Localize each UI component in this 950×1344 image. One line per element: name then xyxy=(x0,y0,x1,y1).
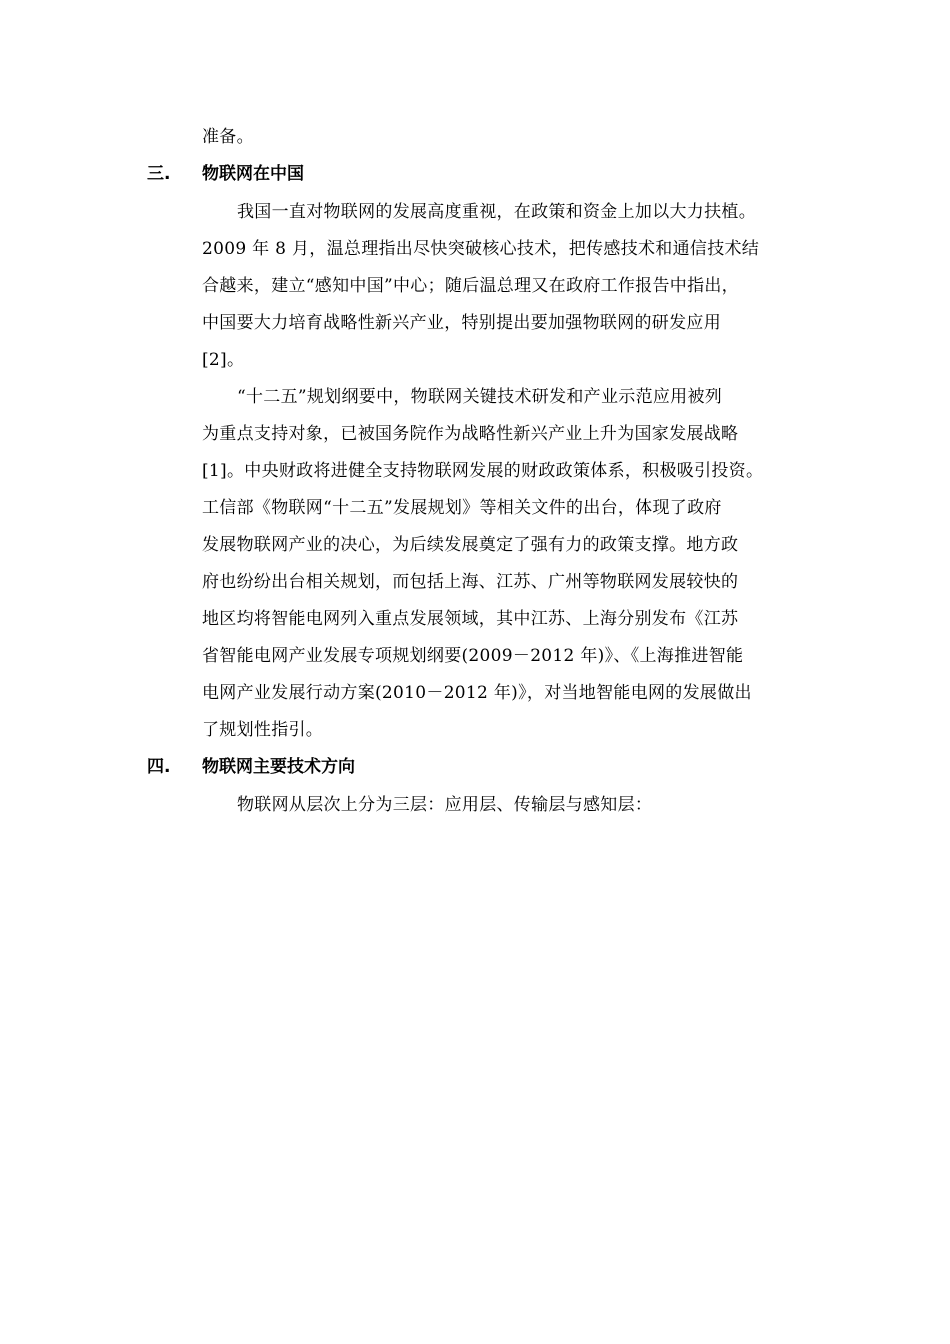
paragraph-line: 府也纷纷出台相关规划，而包括上海、江苏、广州等物联网发展较快的 xyxy=(202,572,739,592)
section-3-title: 物联网在中国 xyxy=(202,164,304,184)
paragraph-line: 2009 年 8 月，温总理指出尽快突破核心技术，把传感技术和通信技术结 xyxy=(202,239,760,259)
paragraph-line: 发展物联网产业的决心，为后续发展奠定了强有力的政策支撑。地方政 xyxy=(202,535,739,555)
paragraph-line: 电网产业发展行动方案(2010－2012 年)》，对当地智能电网的发展做出 xyxy=(202,683,752,703)
paragraph-line: 我国一直对物联网的发展高度重视，在政策和资金上加以大力扶植。 xyxy=(237,202,756,222)
paragraph-line: [1]。中央财政将进健全支持物联网发展的财政政策体系，积极吸引投资。 xyxy=(202,461,764,481)
paragraph-line: 中国要大力培育战略性新兴产业，特别提出要加强物联网的研发应用 xyxy=(202,313,721,333)
section-4-number: 四. xyxy=(147,757,171,777)
paragraph-line: 省智能电网产业发展专项规划纲要(2009－2012 年)》、《上海推进智能 xyxy=(202,646,744,666)
paragraph-line: “十二五”规划纲要中，物联网关键技术研发和产业示范应用被列 xyxy=(237,387,723,407)
paragraph-line: [2]。 xyxy=(202,350,245,370)
paragraph-line: 为重点支持对象，已被国务院作为战略性新兴产业上升为国家发展战略 xyxy=(202,424,739,444)
paragraph-line: 地区均将智能电网列入重点发展领域，其中江苏、上海分别发布《江苏 xyxy=(202,609,739,629)
paragraph-line: 合越来，建立“感知中国”中心；随后温总理又在政府工作报告中指出， xyxy=(202,276,739,296)
paragraph-line: 工信部《物联网“十二五”发展规划》等相关文件的出台，体现了政府 xyxy=(202,498,722,518)
paragraph-line: 了规划性指引。 xyxy=(202,720,324,740)
section-4-title: 物联网主要技术方向 xyxy=(202,757,355,777)
section-3-number: 三. xyxy=(147,164,171,184)
continuation-text: 准备。 xyxy=(202,127,254,147)
paragraph-line: 物联网从层次上分为三层：应用层、传输层与感知层： xyxy=(237,795,653,815)
